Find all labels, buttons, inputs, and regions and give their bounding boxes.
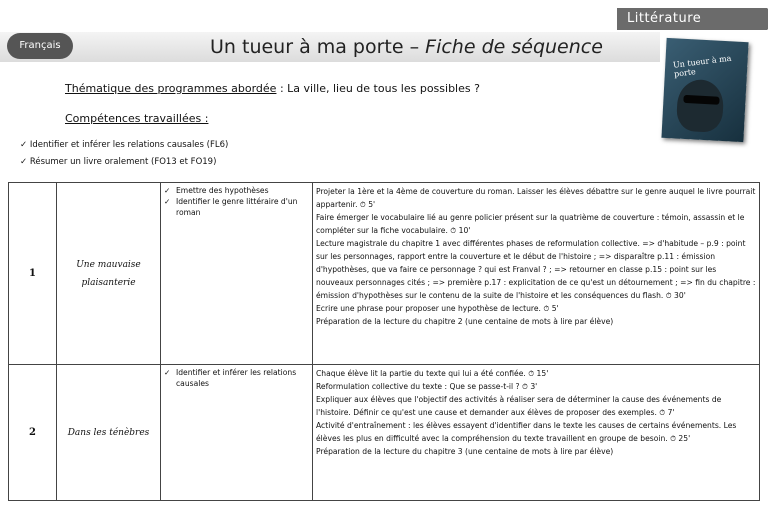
theme-sep: : (276, 82, 288, 95)
session-objectives (161, 365, 313, 501)
cover-title: Un tueur à ma porte (672, 53, 732, 79)
activity-item: Préparation de la lecture du chapitre 2 (une centaine de mots à lire par élève) (316, 317, 614, 326)
activity-item: Ecrire une phrase pour proposer une hypothèse de lecture. ⏱ 5' (316, 304, 559, 313)
theme-line (65, 82, 480, 95)
session-objectives (161, 183, 313, 365)
session-title: Dans les ténèbres (57, 365, 161, 501)
theme-label: Thématique des programmes abordée (65, 82, 277, 95)
activity-item: Activité d'entraînement : les élèves essayent d'identifier dans le texte les causes de certains événements. Les élèves les plus en difficulté avec la compréhension du texte travaillent en groupe de besoin. ⏱ 25' (316, 421, 737, 443)
sequence-table (8, 182, 760, 501)
activity-item: Chaque élève lit la partie du texte qui lui a été confiée. ⏱ 15' (316, 369, 549, 378)
session-activities (313, 365, 760, 501)
competence-item: ✓ Identifier et inférer les relations causales (FL6) (20, 137, 228, 154)
session-title: Une mauvaise plaisanterie (57, 183, 161, 365)
category-tag: Littérature (617, 8, 767, 30)
competence-item: ✓ Résumer un livre oralement (FO13 et FO19) (20, 154, 228, 171)
competences-label: Compétences travaillées : (65, 112, 209, 125)
session-number: 1 (9, 183, 57, 365)
competences-list (20, 137, 228, 171)
objective-item: ✓ Identifier le genre littéraire d'un roman (164, 196, 309, 218)
table-row (9, 365, 760, 501)
objective-item: ✓ Identifier et inférer les relations causales (164, 367, 309, 389)
table-row (9, 183, 760, 365)
theme-value: La ville, lieu de tous les possibles ? (287, 82, 480, 95)
activity-item: Projeter la 1ère et la 4ème de couverture du roman. Laisser les élèves débattre sur le genre auquel le livre pourrait appartenir. ⏱ 5' (316, 187, 756, 209)
page-title (210, 33, 603, 61)
session-activities (313, 183, 760, 365)
activity-item: Lecture magistrale du chapitre 1 avec différentes phases de reformulation collective. => d'habitude – p.9 : point sur les personnages, rapport entre la couverture et le début de l'histoire ; => disparaître p.11 : émission d'hypothèses, que va faire ce personnage ? qui est Franval ? ; => retourner en classe p.15 : point sur les nouveaux personnages cités ; => première p.17 : explicitation de ce qu'est un détournement ; => fin du chapitre : émission d'hypothèses sur le contenu de la suite de l'histoire et les conséquences du flash. ⏱ 30' (316, 239, 756, 300)
title-italic: Fiche de séquence (425, 36, 603, 58)
subject-badge: Français (7, 33, 73, 59)
title-main: Un tueur à ma porte – (210, 36, 426, 58)
activity-item: Préparation de la lecture du chapitre 3 (une centaine de mots à lire par élève) (316, 447, 614, 456)
activity-item: Faire émerger le vocabulaire lié au genre policier présent sur la quatrième de couverture : témoin, assassin et le compléter sur la fiche vocabulaire. ⏱ 10' (316, 213, 745, 235)
session-number: 2 (9, 365, 57, 501)
objective-item: ✓ Emettre des hypothèses (164, 185, 309, 196)
book-cover-image (661, 38, 748, 142)
activity-item: Expliquer aux élèves que l'objectif des activités à réaliser sera de déterminer la cause des événements de l'histoire. Définir ce qu'est une cause et demander aux élèves de proposer des exemples. ⏱ 7' (316, 395, 722, 417)
cover-figure (676, 79, 725, 133)
activity-item: Reformulation collective du texte : Que se passe-t-il ? ⏱ 3' (316, 382, 538, 391)
